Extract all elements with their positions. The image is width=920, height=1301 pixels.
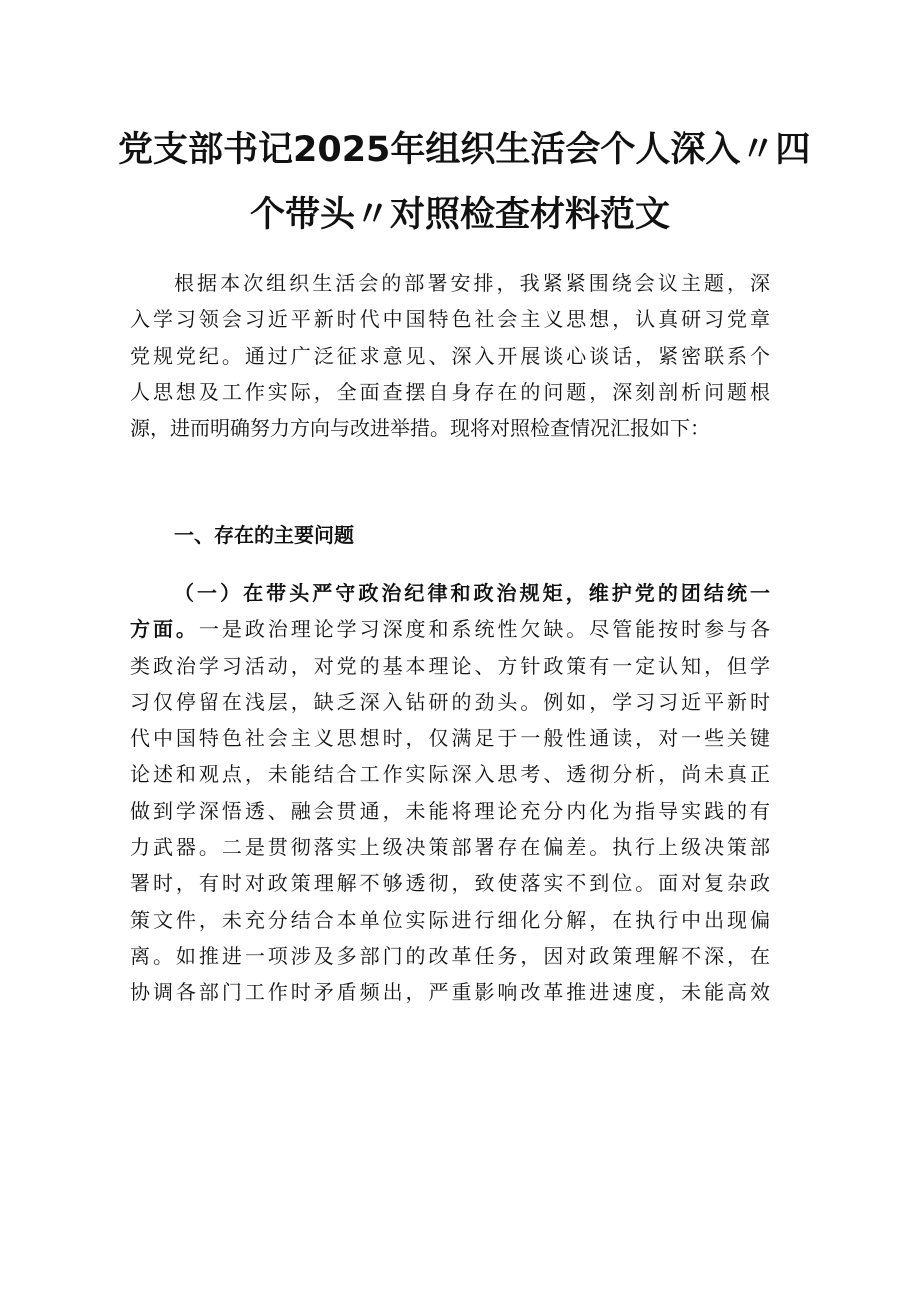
paragraph-line: 做到学深悟透、融会贯通，未能将理论充分内化为指导实践的有: [130, 798, 770, 823]
paragraph-lead-continuation: 方面。: [130, 617, 199, 642]
paragraph-line-text: 一是政治理论学习深度和系统性欠缺。尽管能按时参与各: [198, 617, 770, 642]
paragraph-line: 离。如推进一项涉及多部门的改革任务，因对政策理解不深，在: [130, 943, 770, 968]
intro-line: 人思想及工作实际，全面查摆自身存在的问题，深刻剖析问题根: [130, 379, 770, 404]
paragraph-line: 协调各部门工作时矛盾频出，严重影响改革推进速度，未能高效: [130, 980, 770, 1005]
paragraph-line: [130, 611, 770, 647]
paragraph-line: 策文件，未充分结合本单位实际进行细化分解，在执行中出现偏: [130, 907, 770, 932]
intro-line: 根据本次组织生活会的部署安排，我紧紧围绕会议主题，深: [174, 271, 770, 295]
intro-line: 党规党纪。通过广泛征求意见、深入开展谈心谈话，紧密联系个: [130, 343, 770, 368]
document-title-line-1: 党支部书记2025年组织生活会个人深入〃四: [118, 130, 811, 170]
document-title-line-2: 个带头〃对照检查材料范文: [249, 195, 670, 235]
paragraph-line: 代中国特色社会主义思想时，仅满足于一般性通读，对一些关键: [130, 726, 770, 751]
paragraph-lead-line: （一）在带头严守政治纪律和政治规矩，维护党的团结统一: [174, 581, 770, 605]
paragraph-line: 力武器。二是贯彻落实上级决策部署存在偏差。执行上级决策部: [130, 835, 770, 860]
intro-paragraph: [130, 265, 770, 446]
paragraph-line: 习仅停留在浅层，缺乏深入钻研的劲头。例如，学习习近平新时: [130, 689, 770, 714]
intro-line: 源，进而明确努力方向与改进举措。现将对照检查情况汇报如下：: [130, 416, 710, 441]
paragraph-line: 论述和观点，未能结合工作实际深入思考、透彻分析，尚未真正: [130, 762, 770, 787]
section-heading: 一、存在的主要问题: [174, 523, 354, 547]
intro-line: 入学习领会习近平新时代中国特色社会主义思想，认真研习党章: [130, 307, 770, 332]
paragraph-line: 类政治学习活动，对党的基本理论、方针政策有一定认知，但学: [130, 653, 770, 678]
paragraph-line: 署时，有时对政策理解不够透彻，致使落实不到位。面对复杂政: [130, 871, 770, 896]
section-paragraph: [130, 575, 770, 1011]
